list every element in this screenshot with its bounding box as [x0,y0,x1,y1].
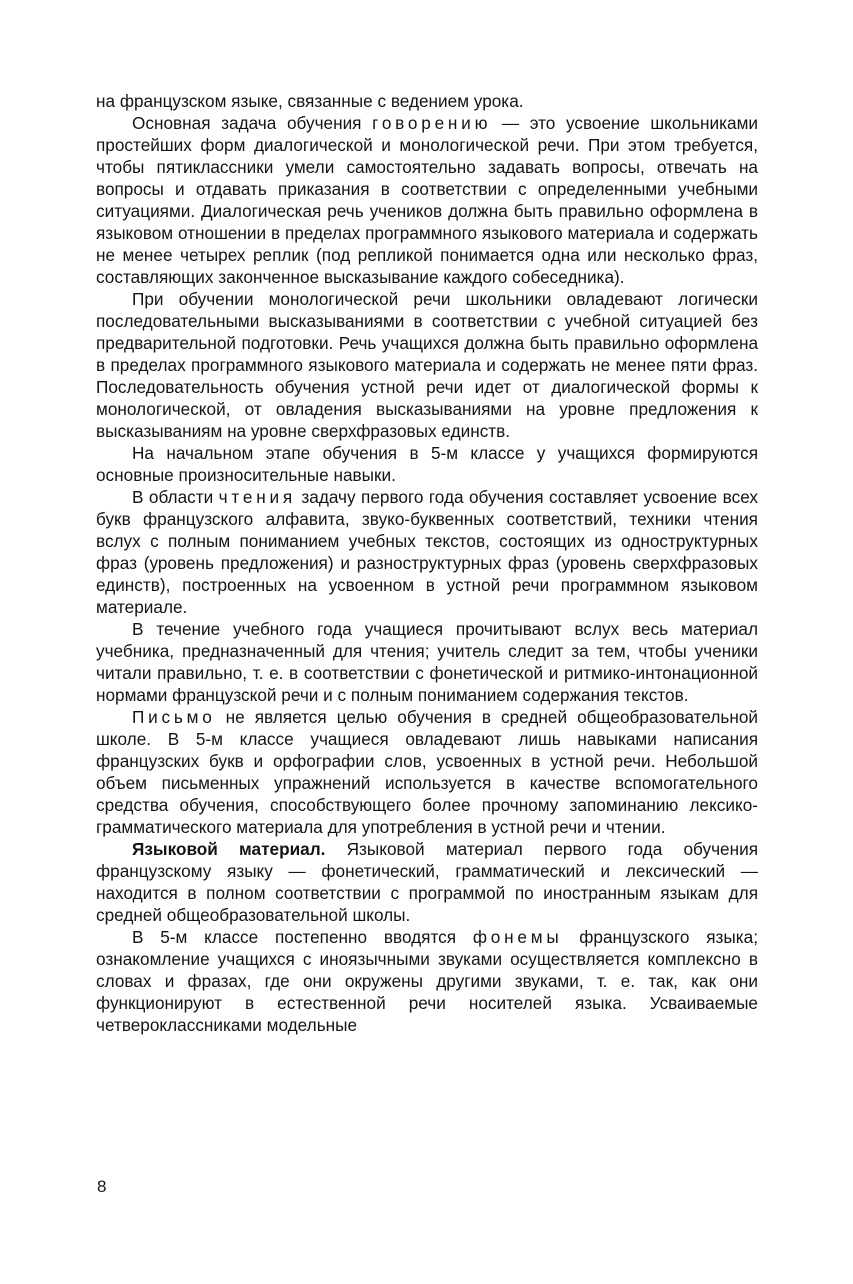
paragraph-text: На начальном этапе обучения в 5-м классе у учащихся формируются основные произносительные навыки. [96,443,758,485]
page-number: 8 [97,1177,107,1196]
paragraph-text: — это усвоение школьниками простейших форм диалогической и монологической речи. При этом требуется, чтобы пятиклассники умели самостоятельно задавать вопросы, отвечать на вопросы и отдавать приказания в соответствии с определенными учебными ситуациями. Диалогическая речь учеников должна быть правильно оформлена в языковом отношении в пределах программного языкового материала и содержать не менее четырех реплик (под репликой понимается одна или несколько фраз, составляющих законченное высказывание каждого собеседника). [96,113,758,287]
paragraph-text: В течение учебного года учащиеся прочитывают вслух весь материал учебника, предназначенный для чтения; учитель следит за тем, чтобы ученики читали правильно, т. е. в соответствии с фонетической и ритмико-интонационной нормами французской речи и с полным пониманием содержания текстов. [96,619,758,705]
page-body [96,90,758,1036]
paragraph-text: При обучении монологической речи школьники овладевают логически последовательными высказываниями в соответствии с учебной ситуацией без предварительной подготовки. Речь учащихся должна быть правильно оформлена в пределах программного языкового материала и содержать не менее пяти фраз. Последовательность обучения устной речи идет от диалогической формы к монологической, от овладения высказываниями на уровне предложения к высказываниям на уровне сверхфразовых единств. [96,289,758,441]
paragraph-text: В области [132,487,219,507]
spaced-term-reading: чтения [218,487,296,507]
paragraph-text: задачу первого года обучения составляет усвоение всех букв французского алфавита, звуко-буквенных соответствий, техники чтения вслух с полным пониманием учебных текстов, состоящих из одноструктурных фраз (уровень предложения) и разноструктурных фраз (уровень сверхфразовых единств), построенных на усвоенном в устной речи программном языковом материале. [96,487,758,617]
paragraph-text: Основная задача обучения [132,113,373,133]
spaced-term-speaking: говорению [372,113,492,133]
paragraph-text: на французском языке, связанные с ведением урока. [96,91,524,111]
paragraph-speaking [96,112,758,288]
paragraph-reading [96,486,758,618]
paragraph-text: французского языка; ознакомление учащихся с иноязычными звуками осуществляется комплексно в словах и фразах, где они окружены другими звуками, т. е. так, как они функционируют в естественной речи носителей языка. Усваиваемые четвероклассниками модельные [96,927,758,1035]
paragraph-monologue [96,288,758,442]
paragraph-text: В 5-м классе постепенно вводятся [132,927,473,947]
paragraph-text: Языковой материал первого года обучения французскому языку — фонетический, грамматический и лексический — находится в полном соответствии с программой по иностранным языкам для средней общеобразовательной школы. [96,839,759,925]
spaced-term-phonemes: фонемы [472,927,563,947]
paragraph-reading-aloud [96,618,758,706]
paragraph-phonemes [96,926,758,1036]
paragraph-writing [96,706,758,838]
paragraph-text: не является целью обучения в средней общеобразовательной школе. В 5-м классе учащиеся овладевают лишь навыками написания французских букв и орфографии слов, усвоенных в устной речи. Небольшой объем письменных упражнений используется в качестве вспомогательного средства обучения, способствующего более прочному запоминанию лексико-грамматического материала для употребления в устной речи и чтении. [96,707,758,837]
paragraph-pronunciation [96,442,758,486]
paragraph-language-material [96,838,758,926]
section-heading-language-material: Языковой материал. [132,839,326,859]
spaced-term-writing: Письмо [132,707,216,727]
paragraph-continuation [96,90,758,112]
